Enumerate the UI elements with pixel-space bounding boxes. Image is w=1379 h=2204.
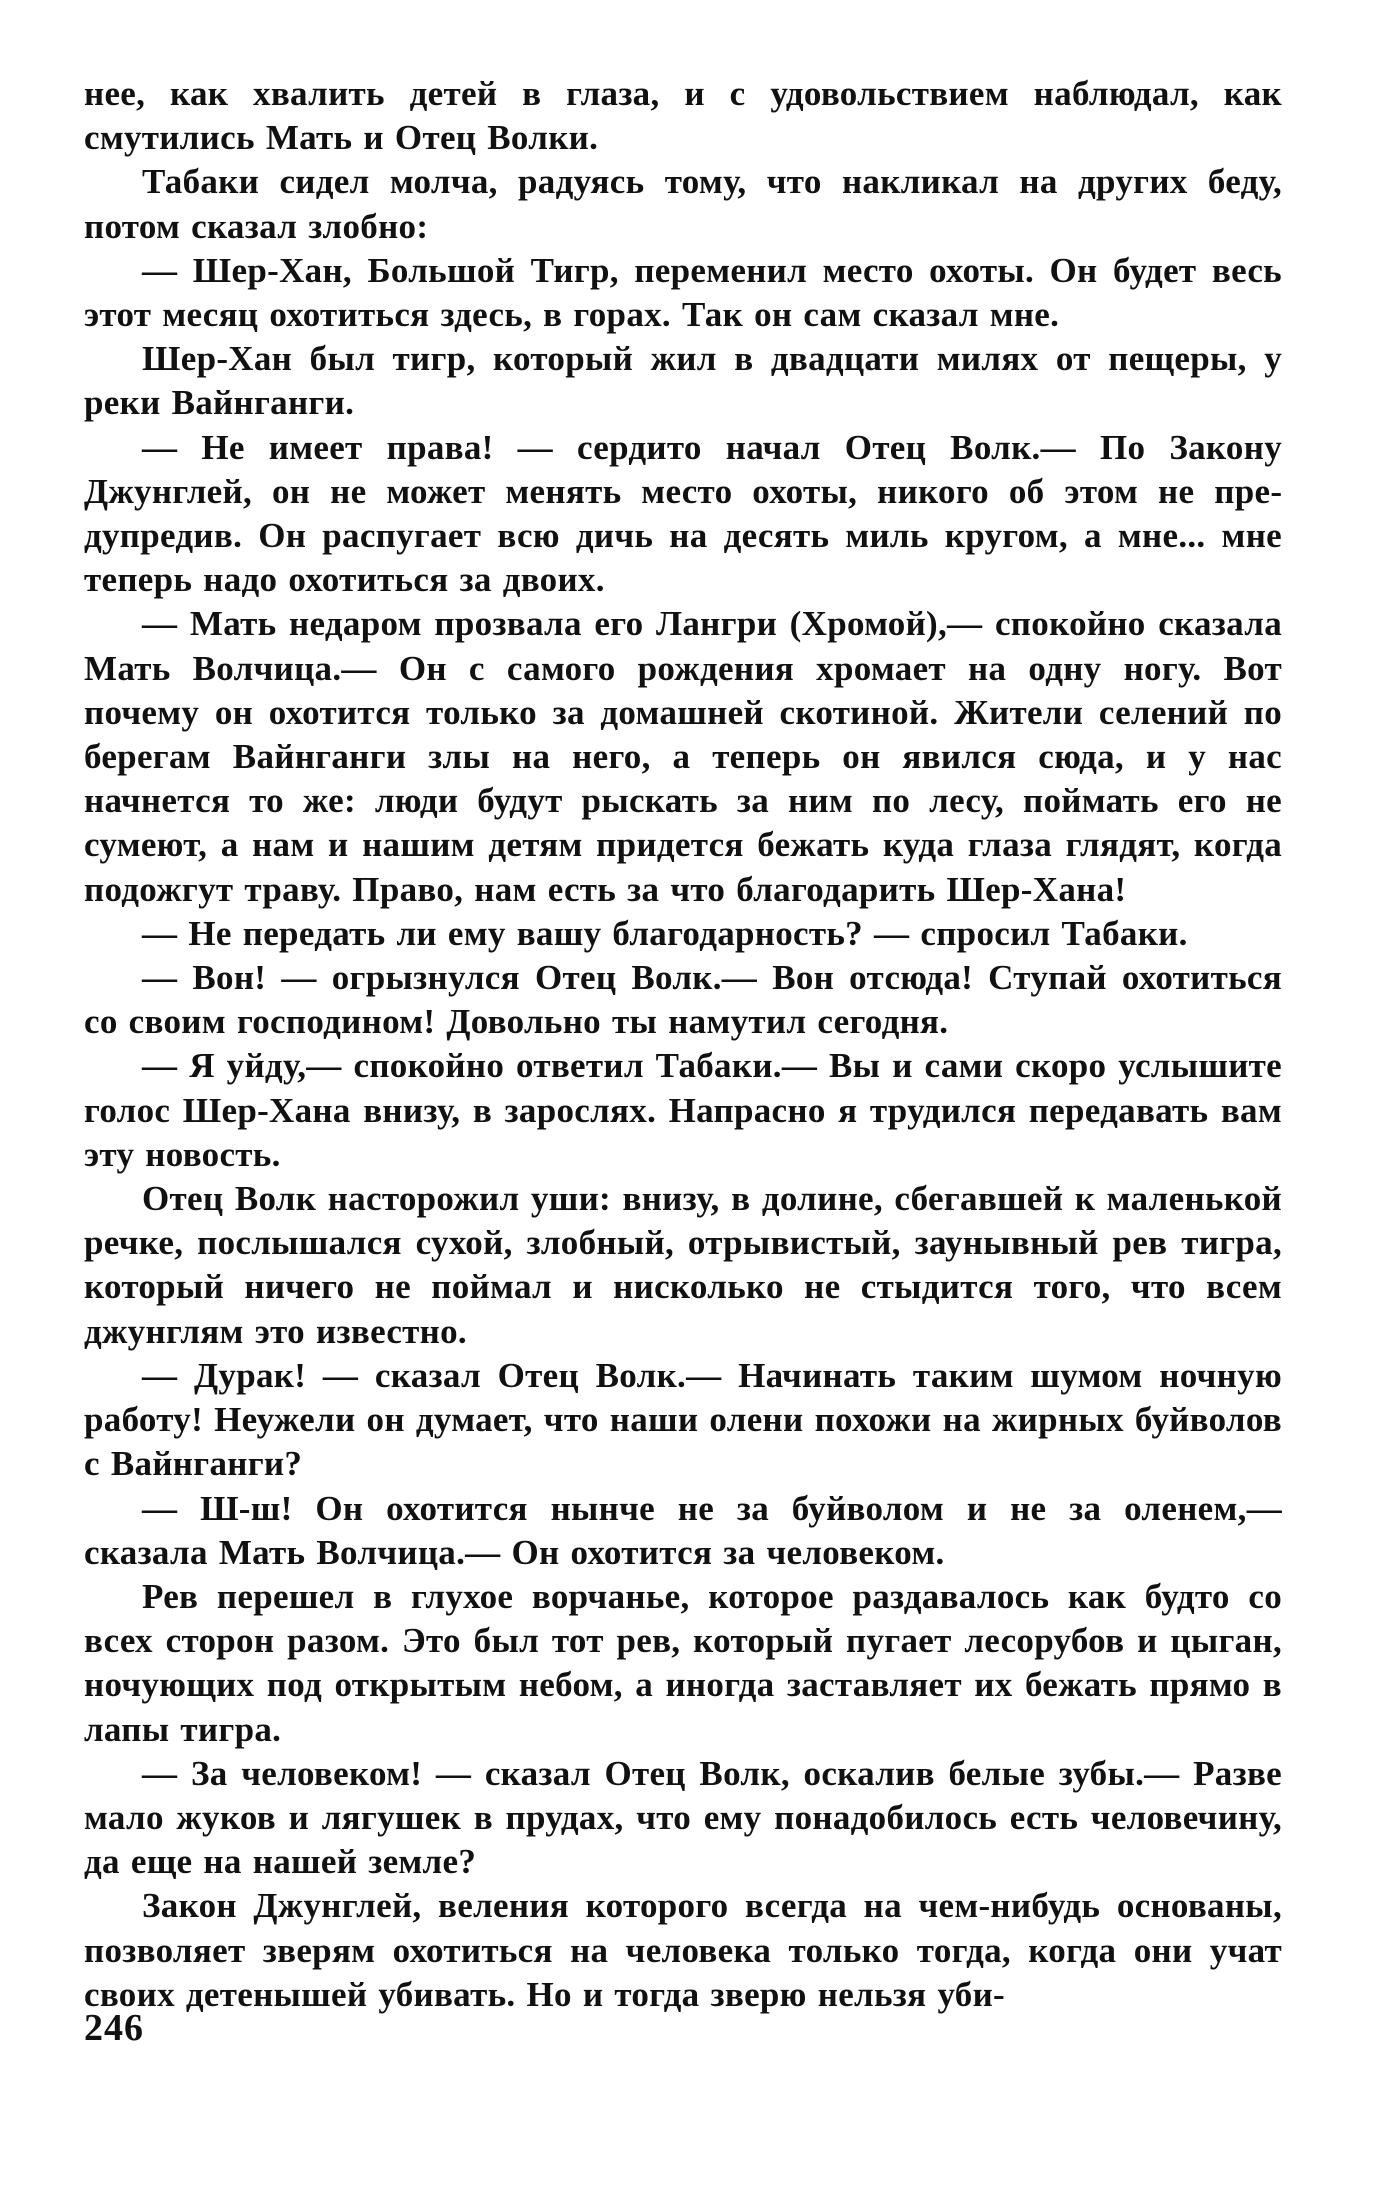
paragraph-1: нее, как хвалить детей в глаза, и с удовольствием наблюдал, как смутились Мать и Отец Волки.	[84, 74, 1282, 158]
paragraph-10: Отец Волк насторожил уши: внизу, в долине, сбегавшей к маленькой речке, послышался сухой, злобный, отрывистый, заунывный рев тигра, который ничего не поймал и нисколько не стыдится того, что всем джунглям это известно.	[84, 1179, 1282, 1351]
paragraph-12: — Ш-ш! Он охотится нынче не за буйволом и не за оленем,— сказала Мать Волчица.— Он охотится за человеком.	[84, 1488, 1282, 1572]
paragraph-2: Табаки сидел молча, радуясь тому, что накликал на других беду, потом сказал злобно:	[84, 162, 1282, 246]
book-page	[84, 72, 1282, 2132]
paragraph-13: Рев перешел в глухое ворчанье, которое раздавалось как будто со всех сторон разом. Это был тот рев, который пугает лесорубов и цыган, ночующих под открытым небом, а иногда заставляет их бежать прямо в лапы тигра.	[84, 1576, 1282, 1749]
paragraph-14: — За человеком! — сказал Отец Волк, оскалив белые зубы.— Разве мало жуков и лягушек в прудах, что ему понадобилось есть человечину, да еще на нашей земле?	[84, 1753, 1282, 1882]
paragraph-11: — Дурак! — сказал Отец Волк.— Начинать таким шумом ночную работу! Неужели он думает, что наши олени похожи на жирных буйволов с Вайнганги?	[84, 1355, 1282, 1484]
paragraph-7: — Не передать ли ему вашу благодарность? — спросил Табаки.	[142, 913, 1188, 953]
paragraph-6: — Мать недаром прозвала его Лангри (Хромой),— спокойно сказала Мать Волчица.— Он с самого рождения хромает на одну ногу. Вот почему он охотится только за домашней скотиной. Жители селений по берегам Вайнганги злы на него, а теперь он явился сюда, и у нас начнется то же: люди будут рыскать за ним по лесу, поймать его не сумеют, а нам и нашим детям придется бежать куда глаза глядят, когда подожгут траву. Право, нам есть за что благодарить Шер-Хана!	[84, 604, 1282, 909]
paragraph-15: Закон Джунглей, веления которого всегда на чем-нибудь основаны, позволяет зверям охотиться на человека только тогда, когда они учат своих детенышей убивать. Но и тогда зверю нельзя уби-	[84, 1886, 1282, 2014]
paragraph-8: — Вон! — огрызнулся Отец Волк.— Вон отсюда! Ступай охотиться со своим господином! Довольно ты намутил сегодня.	[84, 958, 1282, 1042]
paragraph-5: — Не имеет права! — сердито начал Отец Волк.— По Закону Джунглей, он не может менять место охоты, никого об этом не предупредив. Он распугает всю дичь на десять миль кругом, а мне... мне теперь надо охотиться за двоих.	[84, 427, 1282, 600]
paragraph-3: — Шер-Хан, Большой Тигр, переменил место охоты. Он будет весь этот месяц охотиться здесь, в горах. Так он сам сказал мне.	[84, 250, 1282, 335]
page-number: 246	[84, 2007, 144, 2049]
paragraph-4: Шер-Хан был тигр, который жил в двадцати милях от пещеры, у реки Вайнганги.	[84, 339, 1282, 423]
paragraph-9: — Я уйду,— спокойно ответил Табаки.— Вы и сами скоро услышите голос Шер-Хана внизу, в зарослях. Напрасно я трудился передавать вам эту новость.	[84, 1046, 1282, 1174]
